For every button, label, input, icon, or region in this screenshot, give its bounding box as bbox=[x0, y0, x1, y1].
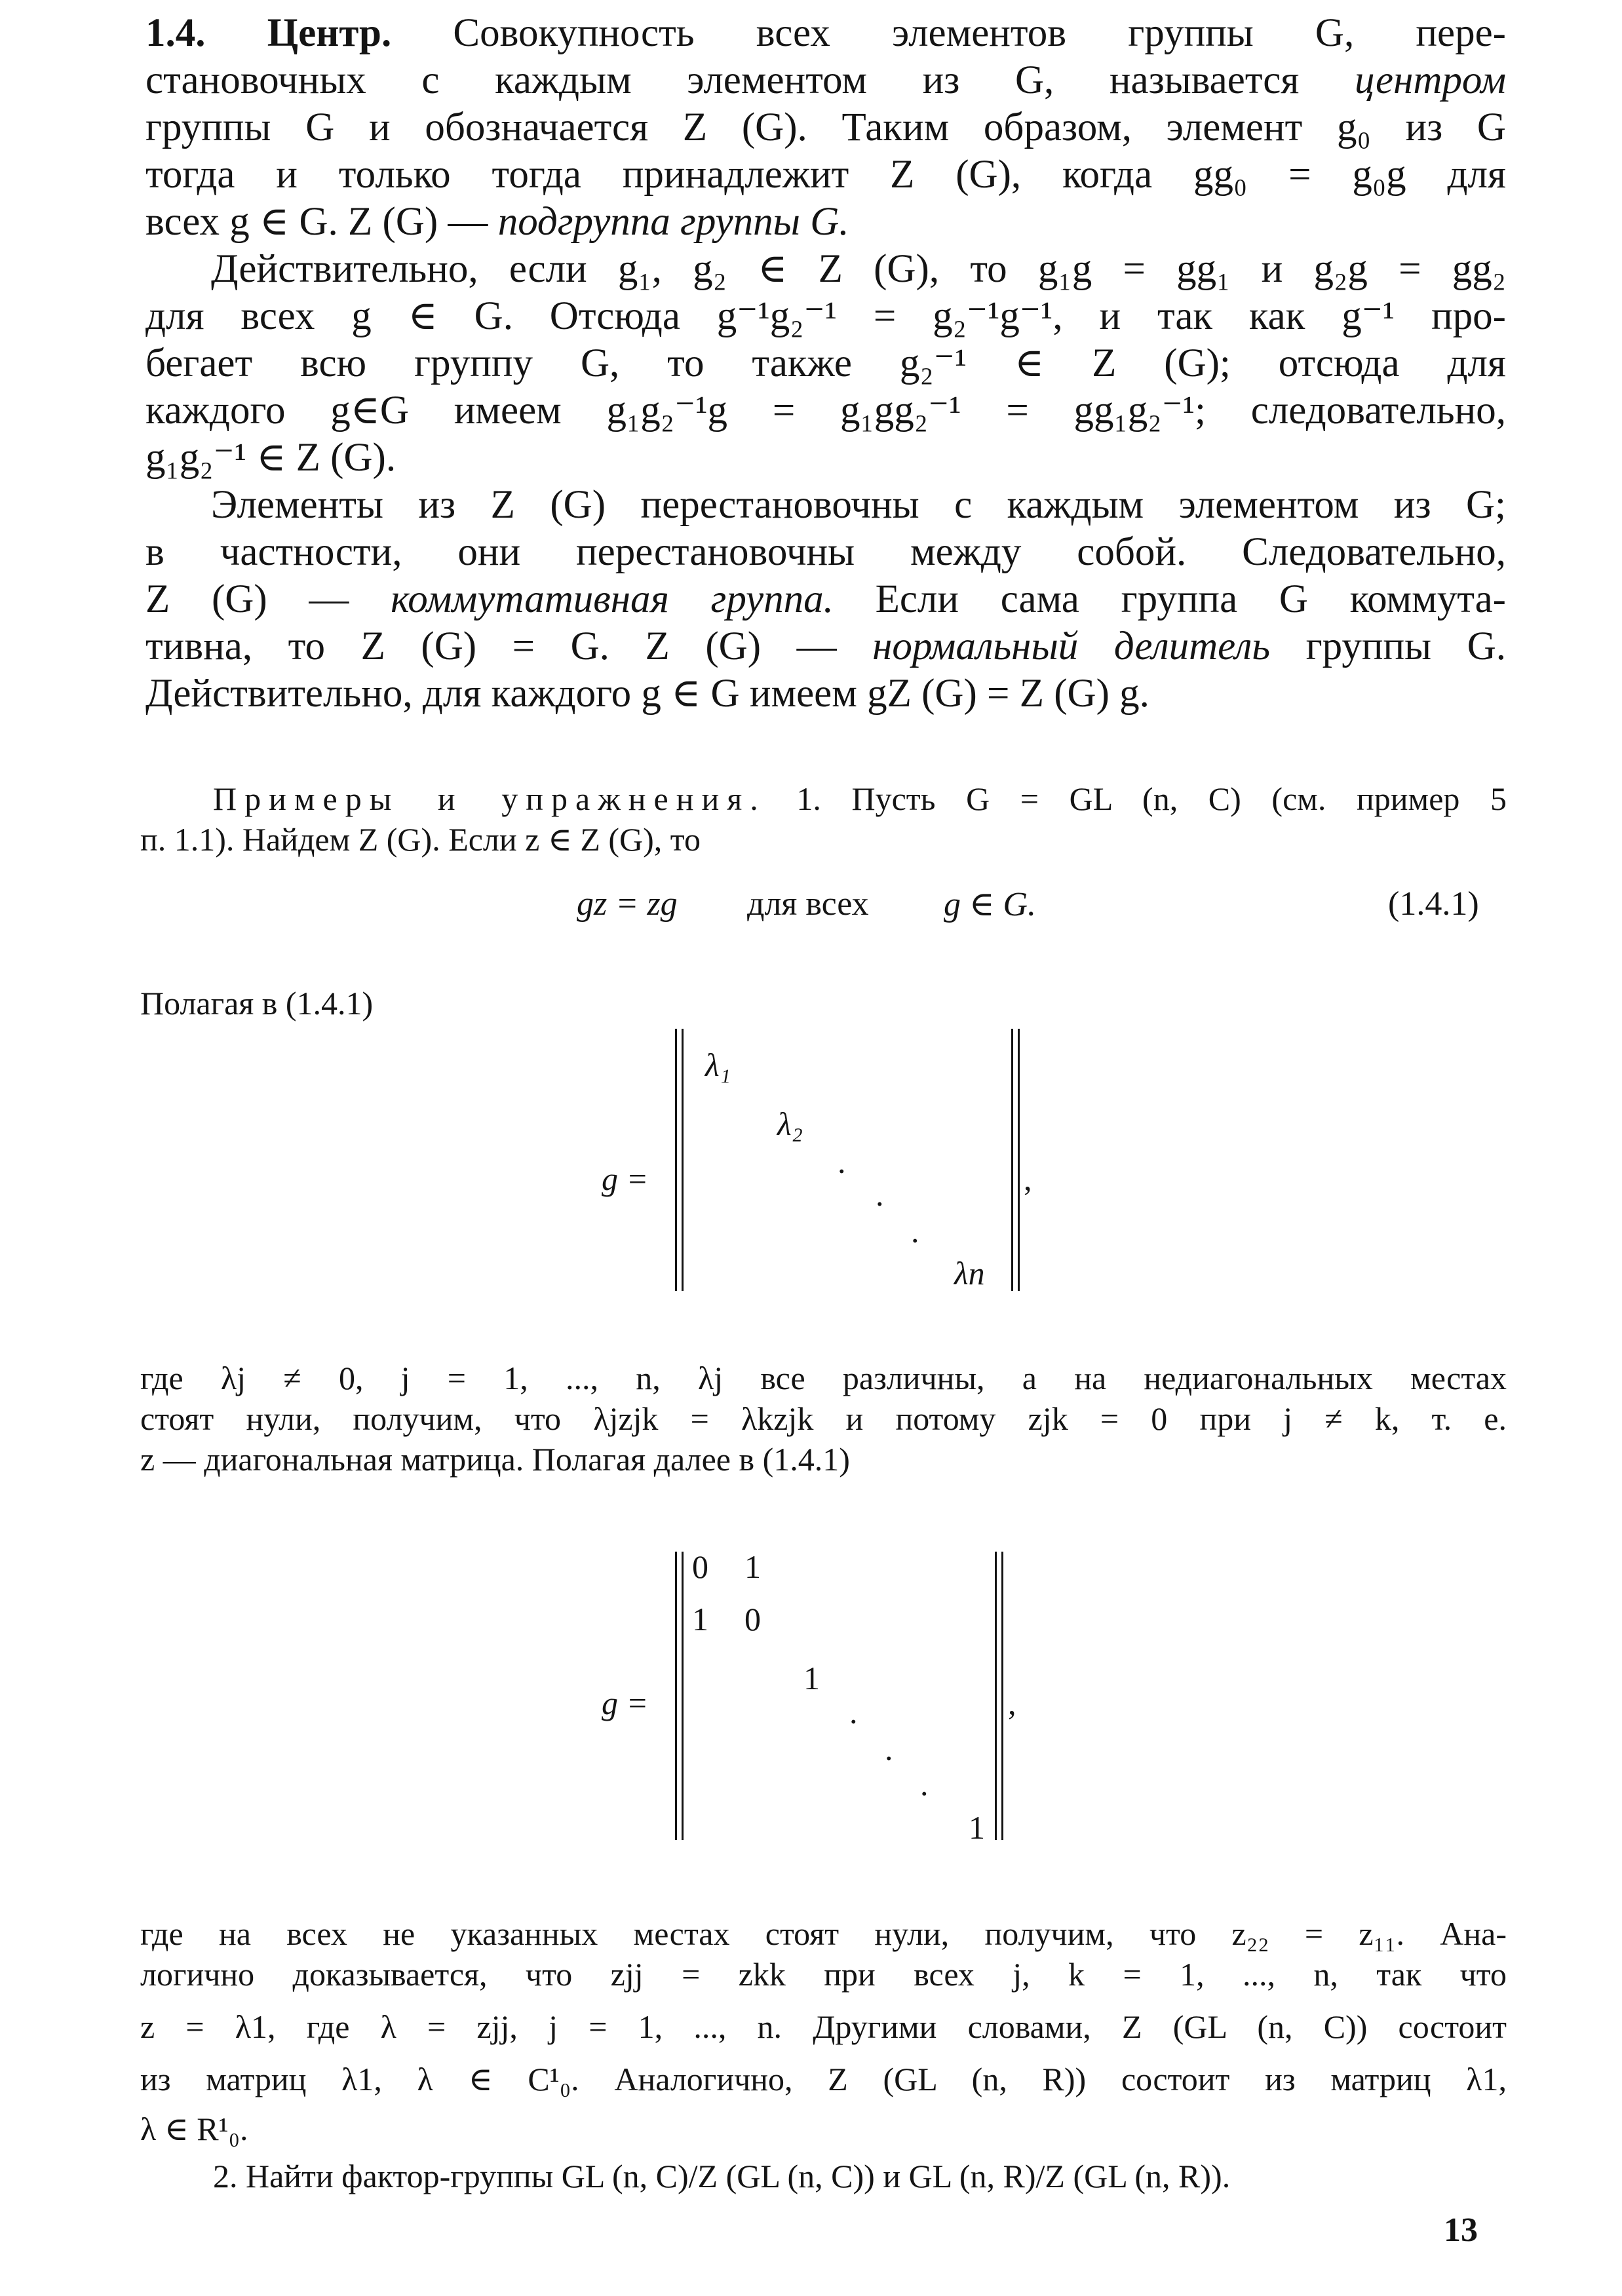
text-line: логично доказывается, что zjj = zkk при всех j, k = 1, ..., n, так что bbox=[140, 1956, 1507, 1993]
matrix-entry: 0 bbox=[744, 1601, 761, 1637]
matrix-entry: λ₂ bbox=[777, 1105, 803, 1142]
term-normal-divisor: нормальный делитель bbox=[872, 624, 1271, 668]
text-line: каждого g∈G имеем g₁g₂⁻¹g = g₁gg₂⁻¹ = gg₁g₂⁻¹; следовательно, bbox=[145, 389, 1506, 432]
term-center: центром bbox=[1354, 58, 1506, 102]
text-line: λ ∈ R¹₀. bbox=[140, 2111, 248, 2147]
text-line: стоят нули, получим, что λjzjk = λkzjk и потому zjk = 0 при j ≠ k, т. е. bbox=[140, 1400, 1507, 1437]
text-line: тогда и только тогда принадлежит Z (G), когда gg₀ = g₀g для bbox=[145, 153, 1506, 197]
matrix-entry: 1 bbox=[744, 1548, 761, 1585]
matrix-entry: . bbox=[911, 1213, 919, 1250]
text-line: g₁g₂⁻¹ ∈ Z (G). bbox=[145, 436, 396, 480]
term-subgroup: подгруппа группы G. bbox=[497, 200, 849, 244]
section-center bbox=[145, 10, 1506, 718]
text-line: z = λ1, где λ = zjj, j = 1, ..., n. Другими словами, Z (GL (n, C)) состоит bbox=[140, 2008, 1507, 2045]
examples-intro bbox=[140, 778, 1507, 860]
matrix-entry: λ₁ bbox=[705, 1046, 731, 1083]
exercise-2: 2. Найти фактор-группы GL (n, C)/Z (GL (n, C)) и GL (n, R)/Z (GL (n, R)). bbox=[213, 2158, 1231, 2194]
text-line: z — диагональная матрица. Полагая далее в (1.4.1) bbox=[140, 1441, 850, 1478]
matrix-entry: 1 bbox=[969, 1809, 985, 1846]
matrix-entry: . bbox=[838, 1143, 846, 1180]
matrix-entry: λn bbox=[954, 1255, 985, 1292]
matrix-entry: 0 bbox=[692, 1548, 708, 1585]
text-line: из матриц λ1, λ ∈ C¹₀. Аналогично, Z (GL (n, R)) состоит из матриц λ1, bbox=[140, 2061, 1507, 2097]
examples-heading: Примеры и упражнения. bbox=[213, 780, 766, 817]
matrix-entry: 1 bbox=[692, 1601, 708, 1637]
examples-lead bbox=[140, 983, 1507, 1024]
text-line: Действительно, для каждого g ∈ G имеем gZ (G) = Z (G) g. bbox=[145, 672, 1149, 716]
term-commutative: коммутативная группа. bbox=[391, 577, 834, 621]
equation-text: для всех bbox=[747, 885, 869, 923]
matrix-bar bbox=[682, 1029, 684, 1291]
matrix-entry: 1 bbox=[803, 1660, 820, 1696]
text-line: где на всех не указанных местах стоят нули, получим, что z₂₂ = z₁₁. Ана- bbox=[140, 1915, 1507, 1952]
text-line: Полагая в (1.4.1) bbox=[140, 985, 374, 1022]
text-line: где λj ≠ 0, j = 1, ..., n, λj все различны, а на недиагональных местах bbox=[140, 1360, 1507, 1396]
section-heading: 1.4. Центр. bbox=[145, 11, 392, 55]
matrix-entry: . bbox=[849, 1694, 858, 1731]
text-line: Действительно, если g₁, g₂ ∈ Z (G), то g₁g = gg₁ и g₂g = gg₂ bbox=[211, 247, 1506, 291]
matrix-bar bbox=[1011, 1029, 1013, 1291]
matrix-bar bbox=[675, 1552, 677, 1840]
text-line: Z (G) — коммутативная группа. Если сама группа G коммута- bbox=[145, 577, 1506, 621]
matrix-tail: , bbox=[1024, 1160, 1032, 1197]
equation-rhs: g ∈ G. bbox=[944, 886, 1037, 923]
page-number: 13 bbox=[1444, 2211, 1478, 2249]
examples-after-matrix1 bbox=[140, 1358, 1507, 1480]
matrix-lhs: g = bbox=[602, 1685, 649, 1721]
matrix-bar bbox=[675, 1029, 677, 1291]
matrix-entry: . bbox=[920, 1766, 929, 1803]
matrix-entry: . bbox=[876, 1176, 884, 1213]
text-line: группы G и обозначается Z (G). Таким образом, элемент g₀ из G bbox=[145, 105, 1506, 149]
matrix-bar bbox=[1018, 1029, 1020, 1291]
text-line: Примеры и упражнения. 1. Пусть G = GL (n, C) (см. пример 5 bbox=[213, 780, 1507, 817]
text-line: для всех g ∈ G. Отсюда g⁻¹g₂⁻¹ = g₂⁻¹g⁻¹, и так как g⁻¹ про- bbox=[145, 294, 1506, 338]
text-line: п. 1.1). Найдем Z (G). Если z ∈ Z (G), то bbox=[140, 821, 701, 858]
examples-after-matrix2 bbox=[140, 1913, 1507, 2196]
matrix-lhs: g = bbox=[602, 1160, 649, 1197]
text-line: становочных с каждым элементом из G, называется центром bbox=[145, 58, 1506, 102]
matrix-entry: . bbox=[885, 1731, 893, 1767]
text-line: тивна, то Z (G) = G. Z (G) — нормальный делитель группы G. bbox=[145, 624, 1506, 668]
text-line: в частности, они перестановочны между собой. Следовательно, bbox=[145, 530, 1506, 574]
matrix-tail: , bbox=[1008, 1685, 1016, 1721]
equation-lhs: gz = zg bbox=[577, 885, 678, 923]
text-line: Элементы из Z (G) перестановочны с каждым элементом из G; bbox=[211, 483, 1506, 527]
text-line: 1.4. Центр. Совокупность всех элементов группы G, пере- bbox=[145, 11, 1506, 55]
matrix-bar bbox=[1001, 1552, 1003, 1840]
text-line: всех g ∈ G. Z (G) — подгруппа группы G. bbox=[145, 200, 849, 244]
text-line: бегает всю группу G, то также g₂⁻¹ ∈ Z (G); отсюда для bbox=[145, 341, 1506, 385]
equation-number: (1.4.1) bbox=[1388, 885, 1479, 923]
matrix-bar bbox=[995, 1552, 997, 1840]
matrix-bar bbox=[682, 1552, 684, 1840]
